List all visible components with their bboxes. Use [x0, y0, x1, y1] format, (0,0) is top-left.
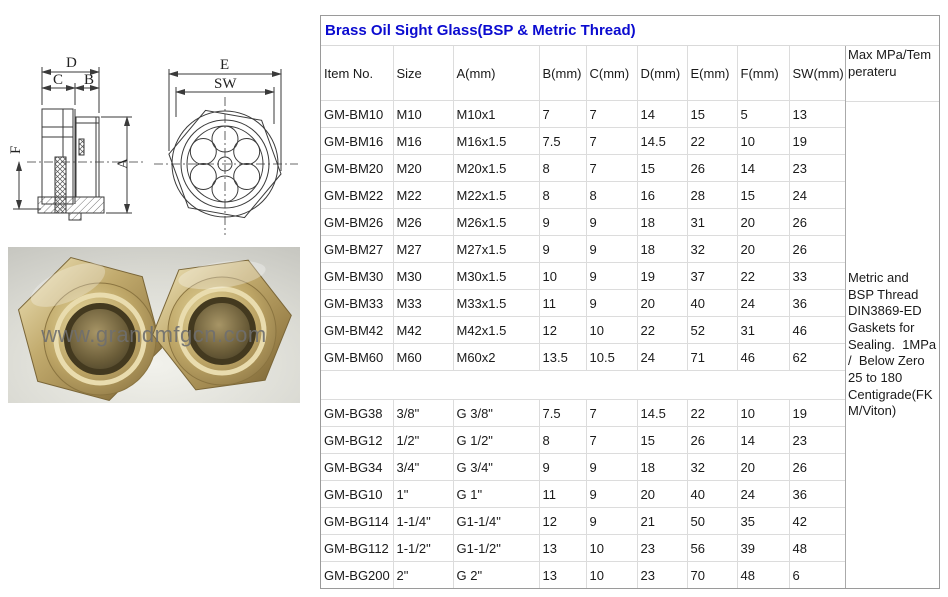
- cell-f: 15: [737, 182, 789, 209]
- cell-item-no: GM-BM42: [321, 317, 393, 344]
- watermark-text: www.grandmfgcn.com: [41, 322, 267, 347]
- cell-b: 13: [539, 562, 586, 589]
- cell-sw: 13: [789, 101, 845, 128]
- cell-e: 31: [687, 209, 737, 236]
- dim-label-d: D: [66, 55, 77, 71]
- cell-c: 9: [586, 236, 637, 263]
- cell-a: M22x1.5: [453, 182, 539, 209]
- cell-e: 71: [687, 344, 737, 371]
- spec-note-cell: [846, 102, 944, 588]
- cell-f: 20: [737, 209, 789, 236]
- cell-size: M16: [393, 128, 453, 155]
- table-row: [321, 535, 845, 562]
- cell-d: 14.5: [637, 400, 687, 427]
- cell-size: M30: [393, 263, 453, 290]
- cell-size: 2": [393, 562, 453, 589]
- cell-c: 10: [586, 317, 637, 344]
- cell-f: 24: [737, 290, 789, 317]
- cell-b: 9: [539, 454, 586, 481]
- cell-d: 19: [637, 263, 687, 290]
- cell-a: M42x1.5: [453, 317, 539, 344]
- header-c: C(mm): [586, 46, 637, 101]
- cell-b: 11: [539, 290, 586, 317]
- cell-e: 40: [687, 290, 737, 317]
- cell-item-no: GM-BM30: [321, 263, 393, 290]
- cell-e: 26: [687, 155, 737, 182]
- cell-d: 21: [637, 508, 687, 535]
- cross-section-drawing: [5, 38, 150, 240]
- metric-rows-body: [321, 101, 845, 371]
- header-item-no: Item No.: [321, 46, 393, 101]
- table-row: [321, 236, 845, 263]
- cell-item-no: GM-BG10: [321, 481, 393, 508]
- cell-c: 10: [586, 562, 637, 589]
- table-row: [321, 263, 845, 290]
- cell-size: M60: [393, 344, 453, 371]
- dim-label-a: A: [115, 158, 131, 169]
- cell-f: 10: [737, 400, 789, 427]
- cell-sw: 33: [789, 263, 845, 290]
- table-row: [321, 454, 845, 481]
- cell-sw: 46: [789, 317, 845, 344]
- cell-d: 14: [637, 101, 687, 128]
- table-row: [321, 508, 845, 535]
- cell-item-no: GM-BM33: [321, 290, 393, 317]
- spec-table-panel: [320, 15, 944, 589]
- table-row: [321, 400, 845, 427]
- cell-c: 8: [586, 182, 637, 209]
- header-max-mpa: Max MPa/Temperateru: [846, 46, 939, 102]
- table-row: [321, 427, 845, 454]
- cell-c: 7: [586, 155, 637, 182]
- cell-size: 3/4": [393, 454, 453, 481]
- cell-size: 1-1/2": [393, 535, 453, 562]
- table-row: [321, 344, 845, 371]
- header-e: E(mm): [687, 46, 737, 101]
- cell-item-no: GM-BM16: [321, 128, 393, 155]
- bsp-rows-body: [321, 400, 845, 589]
- cell-item-no: GM-BG114: [321, 508, 393, 535]
- cell-b: 13: [539, 535, 586, 562]
- cell-sw: 26: [789, 209, 845, 236]
- header-b: B(mm): [539, 46, 586, 101]
- table-row: [321, 155, 845, 182]
- cell-e: 40: [687, 481, 737, 508]
- cell-sw: 42: [789, 508, 845, 535]
- dim-label-f: F: [8, 145, 24, 154]
- cell-a: G 1/2": [453, 427, 539, 454]
- header-sw: SW(mm): [789, 46, 845, 101]
- header-size: Size: [393, 46, 453, 101]
- cell-f: 22: [737, 263, 789, 290]
- cell-e: 56: [687, 535, 737, 562]
- cell-e: 50: [687, 508, 737, 535]
- cell-sw: 26: [789, 454, 845, 481]
- cell-c: 7: [586, 427, 637, 454]
- cell-size: M20: [393, 155, 453, 182]
- cell-e: 28: [687, 182, 737, 209]
- cell-item-no: GM-BG38: [321, 400, 393, 427]
- cell-d: 18: [637, 236, 687, 263]
- cell-e: 15: [687, 101, 737, 128]
- cell-b: 8: [539, 155, 586, 182]
- cell-f: 14: [737, 155, 789, 182]
- header-a: A(mm): [453, 46, 539, 101]
- cell-a: M16x1.5: [453, 128, 539, 155]
- cell-f: 46: [737, 344, 789, 371]
- cell-item-no: GM-BM22: [321, 182, 393, 209]
- cell-c: 7: [586, 101, 637, 128]
- cell-d: 18: [637, 454, 687, 481]
- cell-size: 1-1/4": [393, 508, 453, 535]
- dim-label-c: C: [53, 72, 64, 88]
- cell-item-no: GM-BM26: [321, 209, 393, 236]
- cell-a: M60x2: [453, 344, 539, 371]
- lobe-circle: [190, 164, 216, 190]
- cell-b: 7.5: [539, 128, 586, 155]
- cell-f: 35: [737, 508, 789, 535]
- page-title: Brass Oil Sight Glass(BSP & Metric Thread): [321, 16, 939, 46]
- dim-label-b: B: [84, 72, 95, 88]
- cell-size: M42: [393, 317, 453, 344]
- table-row: [321, 101, 845, 128]
- cell-size: M27: [393, 236, 453, 263]
- cell-e: 26: [687, 427, 737, 454]
- cell-c: 9: [586, 263, 637, 290]
- cell-b: 9: [539, 236, 586, 263]
- cell-a: M27x1.5: [453, 236, 539, 263]
- cell-f: 14: [737, 427, 789, 454]
- cell-f: 39: [737, 535, 789, 562]
- cell-item-no: GM-BM27: [321, 236, 393, 263]
- cell-sw: 36: [789, 481, 845, 508]
- cell-c: 9: [586, 508, 637, 535]
- cell-b: 9: [539, 209, 586, 236]
- cell-d: 18: [637, 209, 687, 236]
- cell-c: 9: [586, 481, 637, 508]
- base-flange-hatch: [38, 197, 104, 213]
- cell-d: 24: [637, 344, 687, 371]
- cell-f: 20: [737, 454, 789, 481]
- cell-b: 13.5: [539, 344, 586, 371]
- cell-sw: 24: [789, 182, 845, 209]
- cell-f: 5: [737, 101, 789, 128]
- cell-b: 12: [539, 508, 586, 535]
- section-separator-row: [321, 371, 845, 400]
- cell-e: 52: [687, 317, 737, 344]
- cell-c: 10.5: [586, 344, 637, 371]
- cell-e: 22: [687, 400, 737, 427]
- cell-a: M26x1.5: [453, 209, 539, 236]
- spec-note-text: Metric and BSP Thread DIN3869-ED Gaskets for Sealing. 1MPa / Below Zero 25 to 180 Centigrade(FKM/Viton): [848, 270, 944, 419]
- cell-c: 10: [586, 535, 637, 562]
- cell-e: 32: [687, 236, 737, 263]
- cell-a: M10x1: [453, 101, 539, 128]
- cell-d: 15: [637, 427, 687, 454]
- max-mpa-column: [845, 46, 944, 588]
- cell-a: G 2": [453, 562, 539, 589]
- cell-sw: 23: [789, 155, 845, 182]
- cell-c: 7: [586, 400, 637, 427]
- cell-d: 15: [637, 155, 687, 182]
- cell-a: M33x1.5: [453, 290, 539, 317]
- cell-sw: 23: [789, 427, 845, 454]
- cell-b: 7: [539, 101, 586, 128]
- cell-a: G 3/4": [453, 454, 539, 481]
- cell-b: 10: [539, 263, 586, 290]
- header-row: [321, 46, 845, 101]
- cell-f: 24: [737, 481, 789, 508]
- cell-d: 20: [637, 290, 687, 317]
- table-row: [321, 562, 845, 589]
- cell-a: G 3/8": [453, 400, 539, 427]
- cell-item-no: GM-BG12: [321, 427, 393, 454]
- cell-item-no: GM-BG200: [321, 562, 393, 589]
- cell-b: 11: [539, 481, 586, 508]
- cell-sw: 19: [789, 400, 845, 427]
- cell-item-no: GM-BG34: [321, 454, 393, 481]
- cell-c: 9: [586, 209, 637, 236]
- cell-sw: 36: [789, 290, 845, 317]
- header-f: F(mm): [737, 46, 789, 101]
- cell-d: 20: [637, 481, 687, 508]
- cell-d: 22: [637, 317, 687, 344]
- table-row: [321, 209, 845, 236]
- dim-label-e: E: [220, 57, 230, 73]
- cell-sw: 19: [789, 128, 845, 155]
- table-row: [321, 128, 845, 155]
- cell-size: M26: [393, 209, 453, 236]
- dimension-table: [321, 46, 845, 588]
- cell-e: 70: [687, 562, 737, 589]
- cell-f: 48: [737, 562, 789, 589]
- cell-d: 23: [637, 562, 687, 589]
- cell-item-no: GM-BM10: [321, 101, 393, 128]
- cell-f: 10: [737, 128, 789, 155]
- cell-e: 32: [687, 454, 737, 481]
- lobe-circle: [234, 139, 260, 165]
- cell-item-no: GM-BM60: [321, 344, 393, 371]
- cell-b: 7.5: [539, 400, 586, 427]
- cell-e: 22: [687, 128, 737, 155]
- cell-a: G1-1/2": [453, 535, 539, 562]
- cell-a: M30x1.5: [453, 263, 539, 290]
- header-d: D(mm): [637, 46, 687, 101]
- separator-cell: [321, 371, 845, 400]
- cell-b: 8: [539, 427, 586, 454]
- cell-f: 31: [737, 317, 789, 344]
- cell-f: 20: [737, 236, 789, 263]
- product-photo: [8, 247, 300, 403]
- cell-item-no: GM-BG112: [321, 535, 393, 562]
- cell-d: 16: [637, 182, 687, 209]
- cell-size: M22: [393, 182, 453, 209]
- cell-b: 8: [539, 182, 586, 209]
- cell-a: G1-1/4": [453, 508, 539, 535]
- stem-thread-hatch: [79, 139, 84, 155]
- front-view-drawing: [152, 38, 302, 240]
- cell-sw: 6: [792, 567, 800, 583]
- cell-d: 14.5: [637, 128, 687, 155]
- cell-sw: 48: [789, 535, 845, 562]
- cell-e: 37: [687, 263, 737, 290]
- cell-a: G 1": [453, 481, 539, 508]
- cell-size: M33: [393, 290, 453, 317]
- base-tab-hatch: [69, 213, 81, 220]
- cell-c: 7: [586, 128, 637, 155]
- table-row: [321, 290, 845, 317]
- cell-c: 9: [586, 290, 637, 317]
- cell-size: M10: [393, 101, 453, 128]
- table-row: [321, 182, 845, 209]
- cell-sw: 26: [789, 236, 845, 263]
- cell-sw: 62: [789, 344, 845, 371]
- table-row: [321, 481, 845, 508]
- cell-size: 3/8": [393, 400, 453, 427]
- cell-d: 23: [637, 535, 687, 562]
- table-row: [321, 317, 845, 344]
- cell-c: 9: [586, 454, 637, 481]
- cell-size: 1": [393, 481, 453, 508]
- dim-label-sw: SW: [214, 76, 237, 92]
- cell-size: 1/2": [393, 427, 453, 454]
- cell-b: 12: [539, 317, 586, 344]
- cell-item-no: GM-BM20: [321, 155, 393, 182]
- cell-a: M20x1.5: [453, 155, 539, 182]
